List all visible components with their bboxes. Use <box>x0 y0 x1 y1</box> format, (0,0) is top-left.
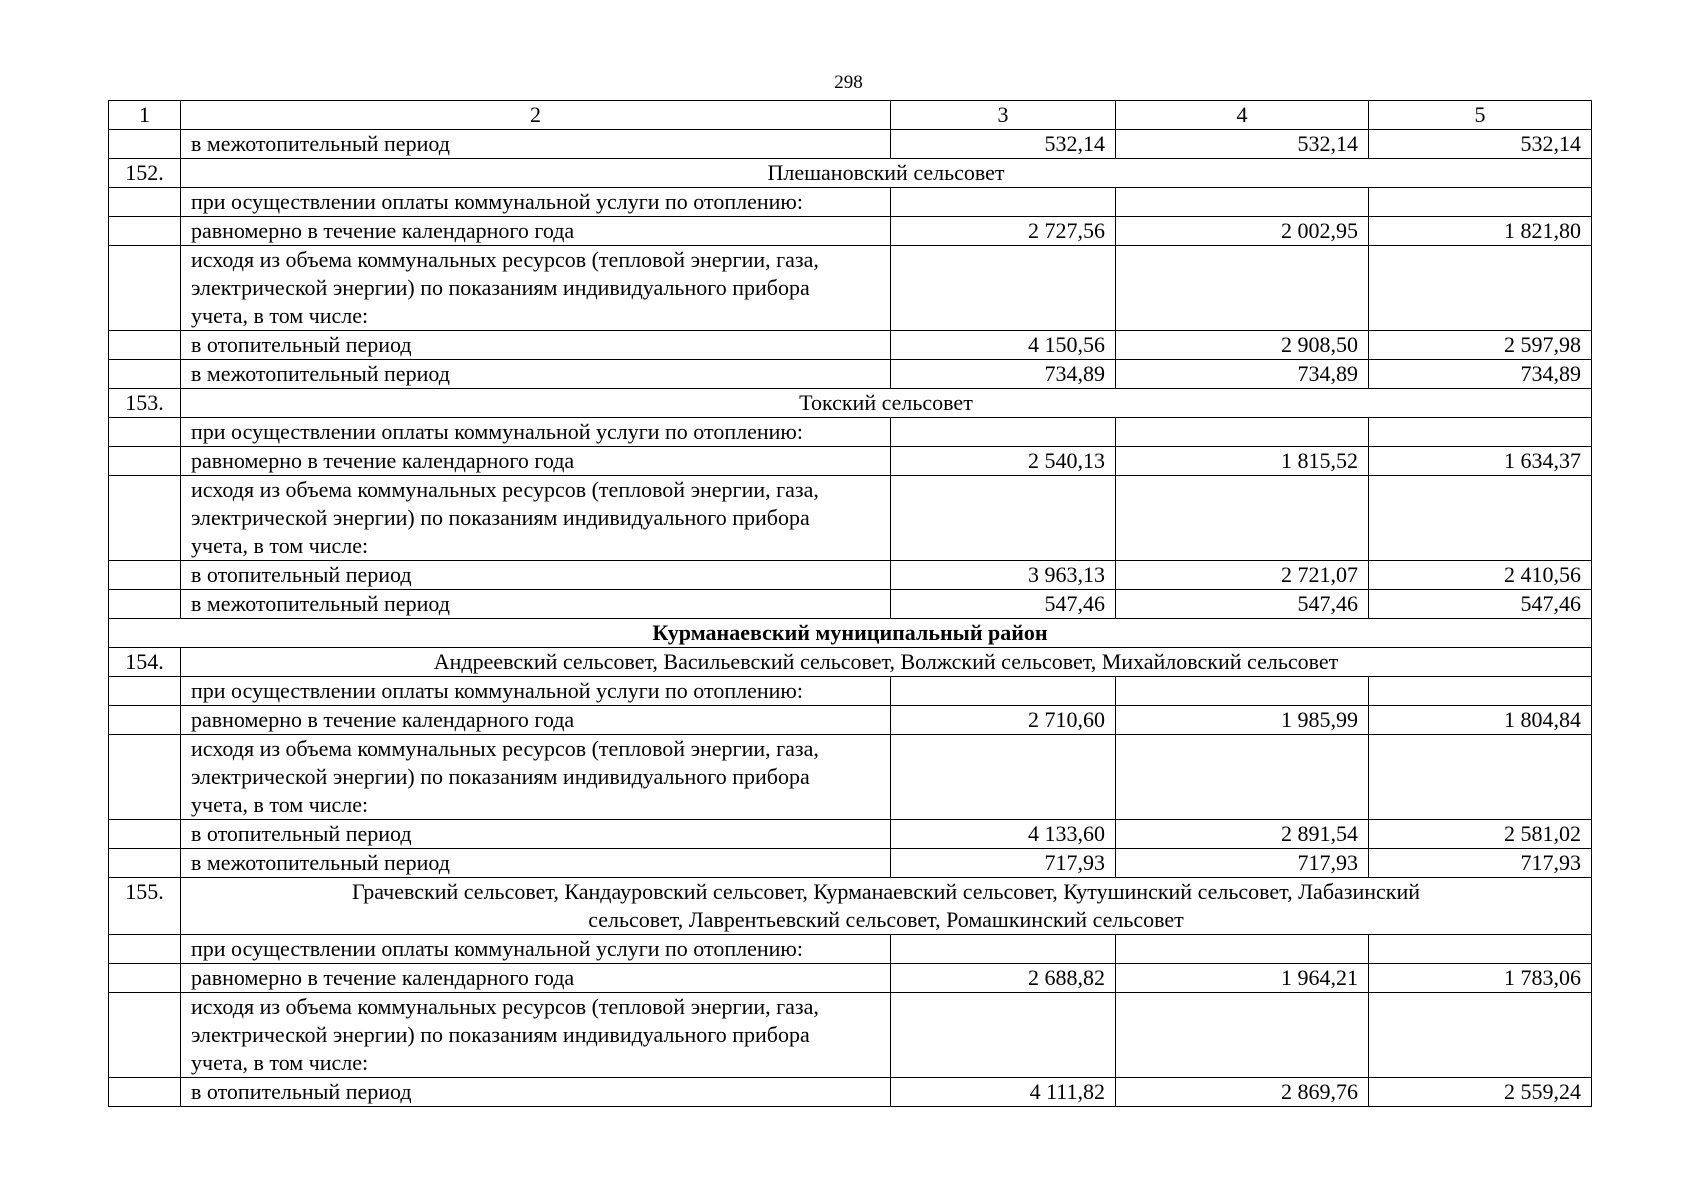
value-col-4: 1 985,99 <box>1116 706 1369 735</box>
row-number: 154. <box>109 648 181 677</box>
value-col-5: 2 581,02 <box>1369 820 1592 849</box>
value-col-5: 1 804,84 <box>1369 706 1592 735</box>
value-col-3 <box>891 735 1116 820</box>
table-row <box>109 1078 1592 1107</box>
row-label: в межотопительный период <box>181 849 891 878</box>
value-col-3: 2 710,60 <box>891 706 1116 735</box>
column-header-3: 3 <box>891 101 1116 130</box>
value-col-4 <box>1116 418 1369 447</box>
value-col-3 <box>891 476 1116 561</box>
value-col-4 <box>1116 677 1369 706</box>
table-row <box>109 561 1592 590</box>
table-row <box>109 820 1592 849</box>
column-number-row <box>109 101 1592 130</box>
table-row <box>109 130 1592 159</box>
row-number <box>109 476 181 561</box>
section-row <box>109 878 1592 935</box>
value-col-4: 2 908,50 <box>1116 331 1369 360</box>
row-label: в межотопительный период <box>181 130 891 159</box>
value-col-5: 1 634,37 <box>1369 447 1592 476</box>
section-row <box>109 159 1592 188</box>
table-body <box>109 130 1592 1107</box>
row-label: при осуществлении оплаты коммунальной услуги по отоплению: <box>181 677 891 706</box>
value-col-4 <box>1116 935 1369 964</box>
table-row <box>109 993 1592 1078</box>
tariff-table <box>108 100 1592 1107</box>
row-number: 152. <box>109 159 181 188</box>
row-label: в межотопительный период <box>181 360 891 389</box>
value-col-5: 2 559,24 <box>1369 1078 1592 1107</box>
value-col-3: 4 150,56 <box>891 331 1116 360</box>
page-number: 298 <box>834 72 863 93</box>
row-number <box>109 735 181 820</box>
value-col-3 <box>891 418 1116 447</box>
row-label: в межотопительный период <box>181 590 891 619</box>
value-col-3: 532,14 <box>891 130 1116 159</box>
column-header-4: 4 <box>1116 101 1369 130</box>
value-col-3: 547,46 <box>891 590 1116 619</box>
row-label: при осуществлении оплаты коммунальной услуги по отоплению: <box>181 188 891 217</box>
table-row <box>109 590 1592 619</box>
table-row <box>109 418 1592 447</box>
value-col-5: 2 410,56 <box>1369 561 1592 590</box>
value-col-5 <box>1369 476 1592 561</box>
value-col-3 <box>891 993 1116 1078</box>
value-col-3 <box>891 935 1116 964</box>
value-col-4 <box>1116 188 1369 217</box>
row-label: в отопительный период <box>181 561 891 590</box>
row-label: равномерно в течение календарного года <box>181 964 891 993</box>
table-row <box>109 849 1592 878</box>
value-col-4: 2 891,54 <box>1116 820 1369 849</box>
value-col-3: 2 540,13 <box>891 447 1116 476</box>
table-row <box>109 706 1592 735</box>
value-col-5: 717,93 <box>1369 849 1592 878</box>
row-number <box>109 360 181 389</box>
value-col-5 <box>1369 246 1592 331</box>
value-col-3: 4 111,82 <box>891 1078 1116 1107</box>
value-col-4 <box>1116 476 1369 561</box>
row-number <box>109 964 181 993</box>
row-label: исходя из объема коммунальных ресурсов (тепловой энергии, газа, электрической энергии) по показаниям индивидуального прибора учета, в том числе: <box>181 735 891 820</box>
value-col-3: 2 727,56 <box>891 217 1116 246</box>
value-col-4: 2 721,07 <box>1116 561 1369 590</box>
value-col-5 <box>1369 418 1592 447</box>
value-col-5: 1 783,06 <box>1369 964 1592 993</box>
value-col-3: 2 688,82 <box>891 964 1116 993</box>
section-title: Токский сельсовет <box>181 389 1592 418</box>
row-label: при осуществлении оплаты коммунальной услуги по отоплению: <box>181 418 891 447</box>
value-col-5: 547,46 <box>1369 590 1592 619</box>
table-row <box>109 331 1592 360</box>
value-col-5 <box>1369 993 1592 1078</box>
table-row <box>109 246 1592 331</box>
value-col-4 <box>1116 993 1369 1078</box>
row-number <box>109 590 181 619</box>
value-col-4: 1 815,52 <box>1116 447 1369 476</box>
row-number <box>109 188 181 217</box>
row-number <box>109 130 181 159</box>
column-header-5: 5 <box>1369 101 1592 130</box>
row-number <box>109 820 181 849</box>
row-number <box>109 677 181 706</box>
table-row <box>109 188 1592 217</box>
row-number <box>109 447 181 476</box>
value-col-4: 734,89 <box>1116 360 1369 389</box>
section-row <box>109 648 1592 677</box>
row-label: равномерно в течение календарного года <box>181 217 891 246</box>
section-title: Плешановский сельсовет <box>181 159 1592 188</box>
table-row <box>109 735 1592 820</box>
column-header-2: 2 <box>181 101 891 130</box>
value-col-5: 2 597,98 <box>1369 331 1592 360</box>
row-label: исходя из объема коммунальных ресурсов (тепловой энергии, газа, электрической энергии) по показаниям индивидуального прибора учета, в том числе: <box>181 993 891 1078</box>
value-col-4: 1 964,21 <box>1116 964 1369 993</box>
table-row <box>109 360 1592 389</box>
row-label: при осуществлении оплаты коммунальной услуги по отоплению: <box>181 935 891 964</box>
value-col-4: 532,14 <box>1116 130 1369 159</box>
row-number <box>109 561 181 590</box>
column-header-1: 1 <box>109 101 181 130</box>
row-label: равномерно в течение календарного года <box>181 447 891 476</box>
row-number <box>109 418 181 447</box>
value-col-4: 2 002,95 <box>1116 217 1369 246</box>
row-label: исходя из объема коммунальных ресурсов (тепловой энергии, газа, электрической энергии) по показаниям индивидуального прибора учета, в том числе: <box>181 246 891 331</box>
row-number: 153. <box>109 389 181 418</box>
row-label: равномерно в течение календарного года <box>181 706 891 735</box>
row-number <box>109 706 181 735</box>
value-col-4 <box>1116 246 1369 331</box>
section-row <box>109 389 1592 418</box>
table-row <box>109 476 1592 561</box>
value-col-5: 1 821,80 <box>1369 217 1592 246</box>
row-label: в отопительный период <box>181 331 891 360</box>
row-label: в отопительный период <box>181 820 891 849</box>
row-number <box>109 935 181 964</box>
value-col-3: 734,89 <box>891 360 1116 389</box>
value-col-5 <box>1369 677 1592 706</box>
row-number <box>109 331 181 360</box>
value-col-4: 717,93 <box>1116 849 1369 878</box>
district-row <box>109 619 1592 648</box>
row-number: 155. <box>109 878 181 935</box>
value-col-3 <box>891 188 1116 217</box>
row-number <box>109 246 181 331</box>
table-row <box>109 217 1592 246</box>
row-label: в отопительный период <box>181 1078 891 1107</box>
value-col-5 <box>1369 735 1592 820</box>
value-col-3: 4 133,60 <box>891 820 1116 849</box>
table-row <box>109 964 1592 993</box>
section-title: Андреевский сельсовет, Васильевский сельсовет, Волжский сельсовет, Михайловский сельсовет <box>181 648 1592 677</box>
value-col-4: 2 869,76 <box>1116 1078 1369 1107</box>
row-label: исходя из объема коммунальных ресурсов (тепловой энергии, газа, электрической энергии) по показаниям индивидуального прибора учета, в том числе: <box>181 476 891 561</box>
value-col-4: 547,46 <box>1116 590 1369 619</box>
row-number <box>109 849 181 878</box>
value-col-3 <box>891 677 1116 706</box>
row-number <box>109 1078 181 1107</box>
table-row <box>109 935 1592 964</box>
value-col-5 <box>1369 935 1592 964</box>
row-number <box>109 217 181 246</box>
value-col-5: 734,89 <box>1369 360 1592 389</box>
value-col-3 <box>891 246 1116 331</box>
value-col-5 <box>1369 188 1592 217</box>
value-col-5: 532,14 <box>1369 130 1592 159</box>
district-title: Курманаевский муниципальный район <box>109 619 1592 648</box>
table-row <box>109 677 1592 706</box>
value-col-3: 717,93 <box>891 849 1116 878</box>
row-number <box>109 993 181 1078</box>
section-title: Грачевский сельсовет, Кандауровский сельсовет, Курманаевский сельсовет, Кутушинский сельсовет, Лабазинский сельсовет, Лаврентьевский сельсовет, Ромашкинский сельсовет <box>181 878 1592 935</box>
value-col-4 <box>1116 735 1369 820</box>
table-row <box>109 447 1592 476</box>
value-col-3: 3 963,13 <box>891 561 1116 590</box>
